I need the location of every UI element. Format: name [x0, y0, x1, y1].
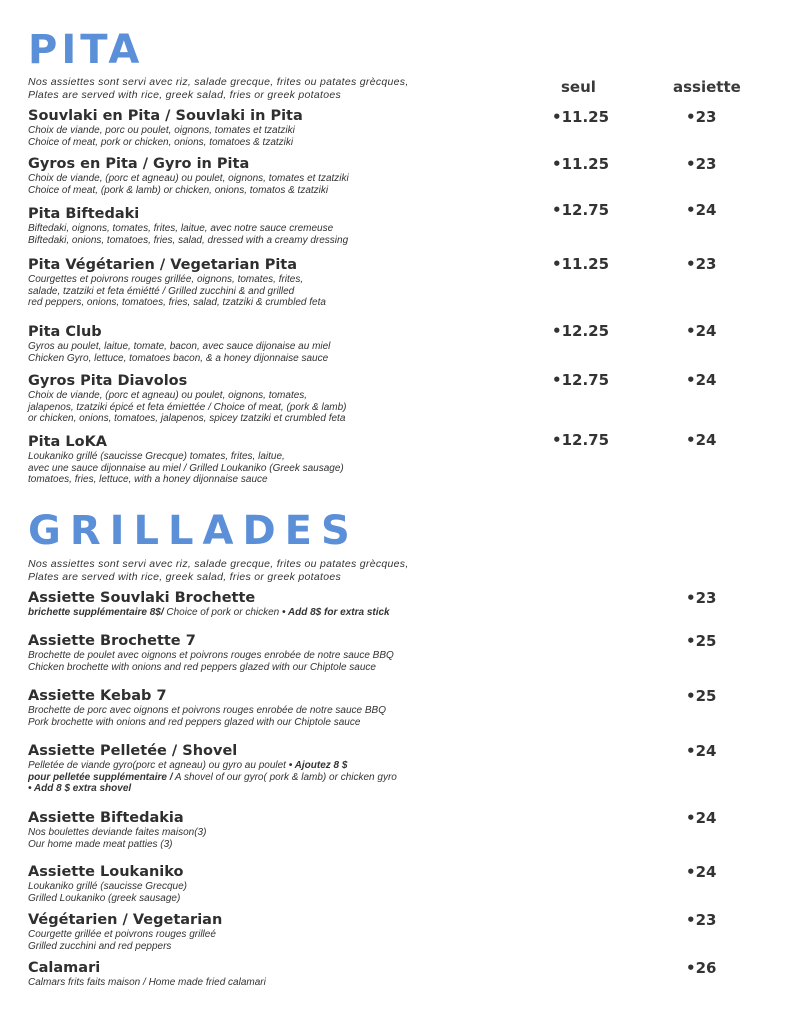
price-seul: •12.25: [552, 322, 610, 340]
item-description-fr: Brochette de poulet avec oignons et poivrons rouges enrobée de notre sauce BBQ: [28, 650, 394, 661]
menu-item: [28, 324, 548, 364]
item-description-text: Choice of pork or chicken: [163, 607, 282, 618]
item-description-en: Biftedaki, onions, tomatoes, fries, salad, dressed with a creamy dressing: [28, 234, 349, 246]
grillades-section-title: GRILLADES: [28, 508, 359, 554]
item-name: Pita LoKA: [28, 434, 108, 450]
price-seul: •11.25: [552, 255, 610, 273]
item-description-bold: brichette supplémentaire 8$/: [28, 607, 164, 618]
item-name: Végétarien / Vegetarian: [28, 912, 223, 928]
price-assiette: •24: [686, 322, 717, 340]
menu-item: [28, 960, 548, 989]
menu-item: [28, 434, 548, 486]
item-description-fr: Courgettes et poivrons rouges grillée, oignons, tomates, frites,: [28, 274, 304, 285]
item-description-fr: Choix de viande, (porc et agneau) ou poulet, oignons, tomates,: [28, 390, 308, 401]
menu-item: [28, 912, 548, 952]
price-seul: •12.75: [552, 371, 610, 389]
price-assiette: •23: [686, 911, 717, 929]
item-name: Pita Biftedaki: [28, 206, 140, 222]
price-seul: •11.25: [552, 155, 610, 173]
price-assiette: •24: [686, 431, 717, 449]
item-description: [28, 760, 548, 772]
item-name: Assiette Biftedakia: [28, 810, 184, 826]
item-name: Assiette Pelletée / Shovel: [28, 743, 238, 759]
item-description-en: Our home made meat patties (3): [28, 838, 173, 850]
price-assiette: •23: [686, 589, 717, 607]
menu-item: [28, 590, 548, 619]
item-description-bold: pour pelletée supplémentaire /: [28, 771, 173, 783]
item-name: Pita Club: [28, 324, 102, 340]
menu-item: [28, 864, 548, 904]
item-description-en: red peppers, onions, tomatoes, fries, salad, tzatziki & crumbled feta: [28, 297, 326, 308]
item-name: Assiette Kebab 7: [28, 688, 167, 704]
item-description-fr: Courgette grillée et poivrons rouges grilleé: [28, 929, 216, 940]
menu-item: [28, 633, 548, 673]
item-description-fr: Loukaniko grillé (saucisse Grecque) tomates, frites, laitue,: [28, 451, 285, 462]
item-description-fr-en: jalapenos, tzatziki épicé et feta émiettée / Choice of meat, (pork & lamb): [28, 401, 347, 413]
item-name: Gyros en Pita / Gyro in Pita: [28, 156, 250, 172]
item-name: Assiette Souvlaki Brochette: [28, 590, 256, 606]
item-description-fr-en: avec une sauce dijonnaise au miel / Grilled Loukaniko (Greek sausage): [28, 462, 344, 474]
item-description: [28, 772, 548, 784]
item-description-fr-en: salade, tzatziki et feta émiétté / Grilled zucchini & and grilled: [28, 285, 295, 297]
menu-item: [28, 156, 548, 196]
menu-item: [28, 373, 548, 425]
item-description-bold: • Add 8$ for extra stick: [282, 607, 390, 618]
item-name: Assiette Brochette 7: [28, 633, 196, 649]
price-assiette: •24: [686, 201, 717, 219]
item-description-en: Choice of meat, pork or chicken, onions, tomatoes & tzatziki: [28, 136, 294, 148]
item-description-en: Grilled zucchini and red peppers: [28, 940, 172, 952]
price-assiette: •24: [686, 371, 717, 389]
item-description: [28, 783, 548, 795]
price-assiette: •23: [686, 108, 717, 126]
pita-intro-en: Plates are served with rice, greek salad, fries or greek potatoes: [28, 89, 342, 101]
price-assiette: •24: [686, 742, 717, 760]
item-name: Assiette Loukaniko: [28, 864, 184, 880]
pita-section-title: PITA: [28, 27, 144, 73]
item-description-en: Chicken Gyro, lettuce, tomatoes bacon, & a honey dijonnaise sauce: [28, 352, 329, 364]
item-description-en: Grilled Loukaniko (greek sausage): [28, 892, 181, 904]
item-description-en: Pork brochette with onions and red peppers glazed with our Chiptole sauce: [28, 716, 361, 728]
menu-item: [28, 743, 548, 795]
price-assiette: •25: [686, 687, 717, 705]
item-description-en: or chicken, onions, tomatoes, jalapenos, spicey tzatziki et crumbled feta: [28, 413, 346, 424]
price-assiette: •24: [686, 863, 717, 881]
price-assiette: •23: [686, 255, 717, 273]
item-description-fr: Loukaniko grillé (saucisse Grecque): [28, 881, 187, 892]
price-seul: •12.75: [552, 201, 610, 219]
price-assiette: •26: [686, 959, 717, 977]
item-description: [28, 607, 548, 619]
price-assiette: •24: [686, 809, 717, 827]
item-name: Gyros Pita Diavolos: [28, 373, 188, 389]
item-description-fr: Nos boulettes deviande faites maison(3): [28, 827, 207, 838]
item-description-text: A shovel of our gyro( pork & lamb) or chicken gyro: [172, 771, 397, 783]
item-name: Pita Végétarien / Vegetarian Pita: [28, 257, 298, 273]
item-name: Souvlaki en Pita / Souvlaki in Pita: [28, 108, 303, 124]
item-description-bold: • Add 8 $ extra shovel: [28, 783, 132, 794]
price-assiette: •23: [686, 155, 717, 173]
item-description-en: tomatoes, fries, lettuce, with a honey dijonnaise sauce: [28, 474, 268, 485]
grillades-intro-fr: Nos assiettes sont servi avec riz, salade grecque, frites ou patates grècques,: [28, 558, 409, 570]
menu-item: [28, 206, 548, 246]
menu-item: [28, 257, 548, 309]
item-name: Calamari: [28, 960, 101, 976]
price-assiette: •25: [686, 632, 717, 650]
menu-item: [28, 688, 548, 728]
item-description-en: Chicken brochette with onions and red peppers glazed with our Chiptole sauce: [28, 661, 376, 673]
item-description-fr: Choix de viande, porc ou poulet, oignons, tomates et tzatziki: [28, 125, 295, 136]
grillades-intro-en: Plates are served with rice, greek salad, fries or greek potatoes: [28, 571, 342, 583]
item-description-fr: Brochette de porc avec oignons et poivrons rouges enrobée de notre sauce BBQ: [28, 705, 387, 716]
price-seul: •11.25: [552, 108, 610, 126]
menu-item: [28, 108, 548, 148]
item-description-fr: Biftedaki, oignons, tomates, frites, laitue, avec notre sauce cremeuse: [28, 223, 334, 234]
item-description-text: Pelletée de viande gyro(porc et agneau) ou gyro au poulet: [28, 760, 289, 771]
menu-item: [28, 810, 548, 850]
price-seul: •12.75: [552, 431, 610, 449]
pita-intro-fr: Nos assiettes sont servi avec riz, salade grecque, frites ou patates grècques,: [28, 76, 409, 88]
item-description-bold: • Ajoutez 8 $: [288, 760, 348, 771]
item-description-fr: Choix de viande, (porc et agneau) ou poulet, oignons, tomates et tzatziki: [28, 173, 349, 184]
item-description: Calmars frits faits maison / Home made fried calamari: [28, 977, 266, 988]
column-header-assiette: assiette: [673, 78, 741, 96]
column-header-seul: seul: [561, 78, 596, 96]
item-description-fr: Gyros au poulet, laitue, tomate, bacon, avec sauce dijonaise au miel: [28, 341, 331, 352]
item-description-en: Choice of meat, (pork & lamb) or chicken, onions, tomatos & tzatziki: [28, 184, 329, 196]
